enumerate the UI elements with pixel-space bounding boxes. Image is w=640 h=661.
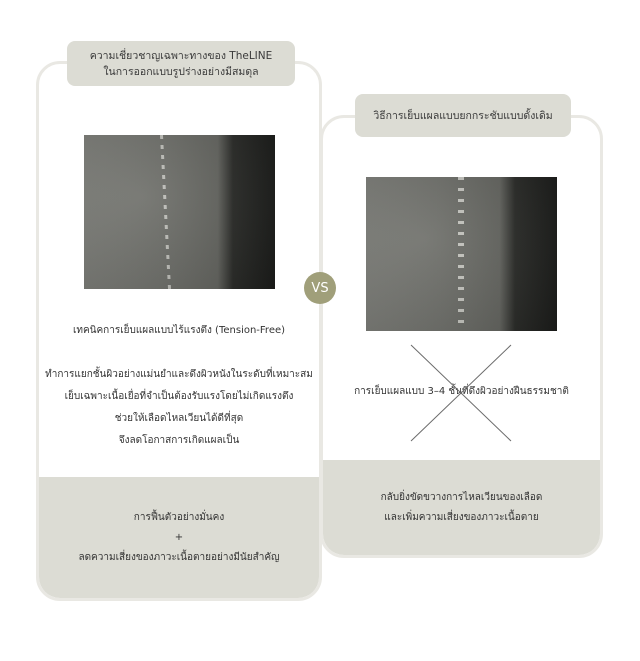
traditional-method-caption: การเย็บแผลแบบ 3–4 ชั้นที่ดึงผิวอย่างฝืนธรรมชาติ xyxy=(354,386,569,397)
technique-title: เทคนิคการเย็บแผลแบบไร้แรงตึง (Tension-Free) xyxy=(72,325,286,336)
photo-shading xyxy=(84,135,275,289)
technique-description xyxy=(36,364,322,452)
vs-badge: VS xyxy=(304,272,336,304)
description-line-1: ทำการแยกชั้นผิวอย่างแม่นยำและดึงผิวหนังในระดับที่เหมาะสม xyxy=(45,369,313,380)
left-result-panel xyxy=(39,477,319,598)
right-result-line-1: กลับยิ่งขัดขวางการไหลเวียนของเลือด xyxy=(380,491,543,503)
left-result-line-1: การฟื้นตัวอย่างมั่นคง xyxy=(133,511,225,523)
left-result-plus: + xyxy=(174,531,184,543)
description-line-2: เย็บเฉพาะเนื้อเยื่อที่จำเป็นต้องรับแรงโดยไม่เกิดแรงตึง xyxy=(64,391,294,402)
right-result-panel xyxy=(323,460,600,555)
traditional-suture-photo xyxy=(366,177,557,331)
cross-out-icon xyxy=(409,343,513,443)
left-result-line-2: ลดความเสี่ยงของภาวะเนื้อตายอย่างมีนัยสำคัญ xyxy=(78,551,280,563)
description-line-3: ช่วยให้เลือดไหลเวียนได้ดีที่สุด xyxy=(114,413,244,424)
description-line-4: จึงลดโอกาสการเกิดแผลเป็น xyxy=(118,435,240,446)
right-card-tag: วิธีการเย็บแผลแบบยกกระชับแบบดั้งเดิม xyxy=(355,94,571,137)
tension-free-suture-photo xyxy=(84,135,275,289)
right-result-line-2: และเพิ่มความเสี่ยงของภาวะเนื้อตาย xyxy=(384,511,539,523)
left-tag-line-2: ในการออกแบบรูปร่างอย่างมีสมดุล xyxy=(103,65,259,78)
photo-shading xyxy=(366,177,557,331)
left-card-tag xyxy=(67,41,295,86)
left-tag-line-1: ความเชี่ยวชาญเฉพาะทางของ TheLINE xyxy=(89,49,273,62)
